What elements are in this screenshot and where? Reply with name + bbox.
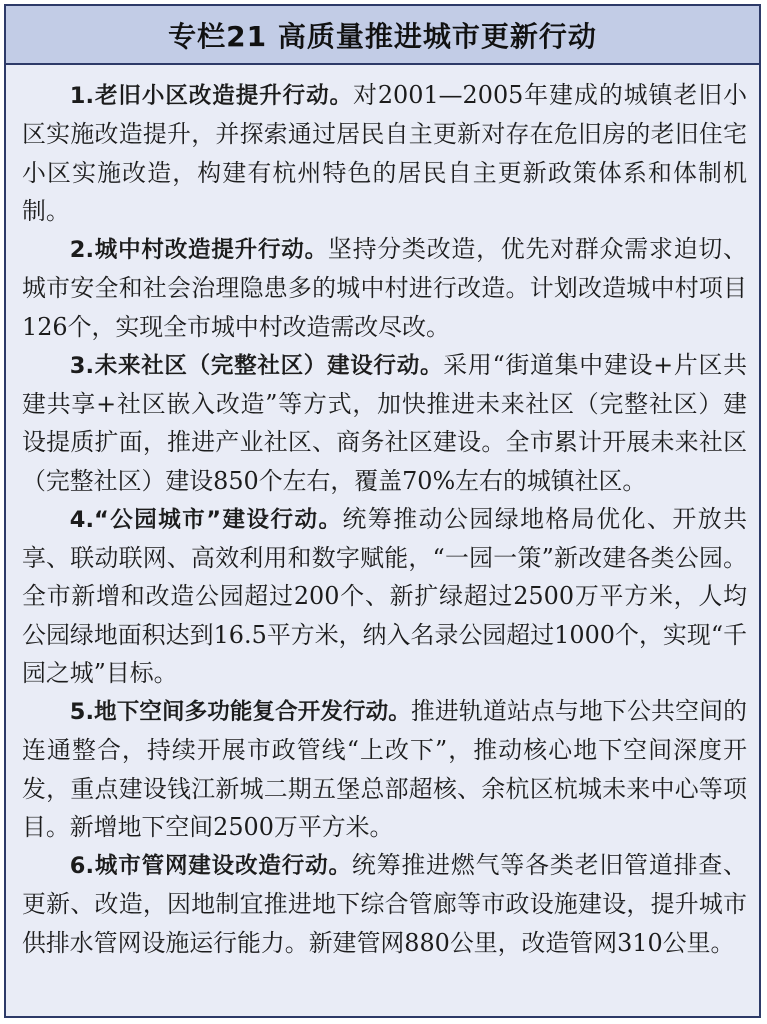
column-box [4, 4, 761, 1018]
item-6 [22, 846, 747, 962]
item-5-heading: 5.地下空间多功能复合开发行动。 [69, 699, 411, 725]
item-3 [22, 346, 747, 500]
item-1-body: 对2001—2005年建成的城镇老旧小区实施改造提升，并探索通过居民自主更新对存在危旧房的老旧住宅小区实施改造，构建有杭州特色的居民自主更新政策体系和体制机制。 [22, 81, 747, 225]
item-3-body: 采用“街道集中建设+片区共建共享+社区嵌入改造”等方式，加快推进未来社区（完整社区）建设提质扩面，推进产业社区、商务社区建设。全市累计开展未来社区（完整社区）建设850个左右，覆盖70%左右的城镇社区。 [22, 350, 747, 495]
item-3-heading: 3.未来社区（完整社区）建设行动。 [69, 352, 444, 379]
column-content [22, 76, 747, 962]
item-5 [22, 692, 747, 846]
column-title: 专栏21 高质量推进城市更新行动 [6, 6, 759, 65]
item-5-body: 推进轨道站点与地下公共空间的连通整合，持续开展市政管线“上改下”，推动核心地下空间深度开发，重点建设钱江新城二期五堡总部超核、余杭区杭城未来中心等项目。新增地下空间2500万平方米。 [22, 697, 747, 841]
item-1-heading: 1.老旧小区改造提升行动。 [69, 83, 353, 109]
item-1 [22, 76, 747, 230]
item-6-heading: 6.城市管网建设改造行动。 [69, 853, 352, 879]
item-4 [22, 500, 747, 692]
item-2 [22, 230, 747, 346]
item-6-body: 统筹推进燃气等各类老旧管道排查、更新、改造，因地制宜推进地下综合管廊等市政设施建设，提升城市供排水管网设施运行能力。新建管网880公里，改造管网310公里。 [22, 851, 747, 957]
item-2-body: 坚持分类改造，优先对群众需求迫切、城市安全和社会治理隐患多的城中村进行改造。计划改造城中村项目126个，实现全市城中村改造需改尽改。 [22, 235, 747, 341]
item-2-heading: 2.城中村改造提升行动。 [69, 237, 328, 263]
item-4-heading: 4.“公园城市”建设行动。 [69, 506, 343, 533]
item-4-body: 统筹推动公园绿地格局优化、开放共享、联动联网、高效利用和数字赋能，“一园一策”新改建各类公园。全市新增和改造公园超过200个、新扩绿超过2500万平方米，人均公园绿地面积达到16.5平方米，纳入名录公园超过1000个，实现“千园之城”目标。 [22, 504, 747, 687]
